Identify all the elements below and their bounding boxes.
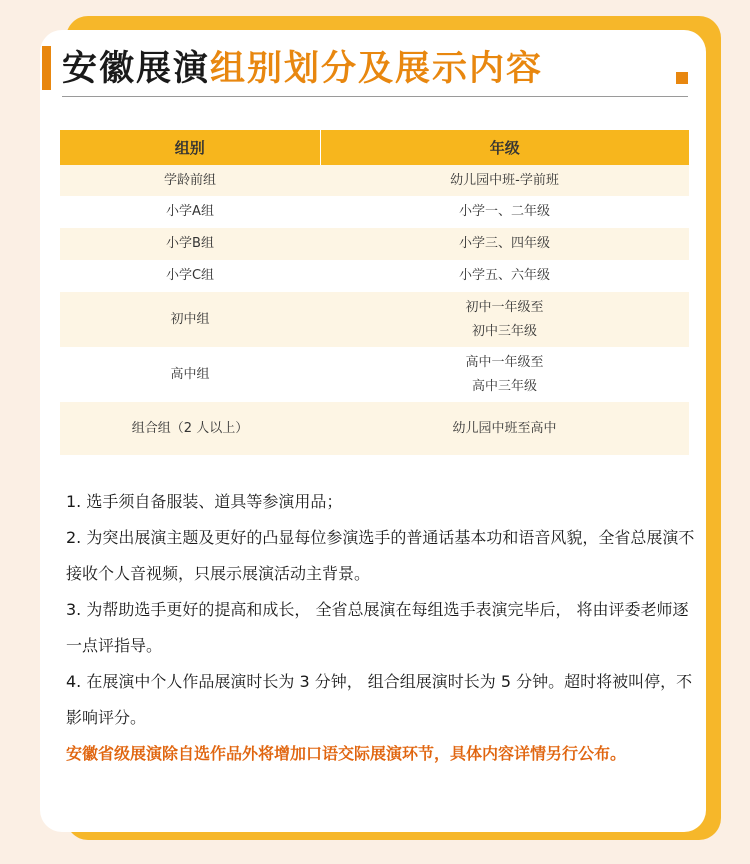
cell-group: 小学B组 — [60, 228, 320, 260]
table-row — [60, 402, 689, 455]
title-accent-bar — [42, 46, 51, 90]
cell-grade — [320, 402, 689, 455]
table-row — [60, 260, 689, 292]
grade-line: 幼儿园中班至高中 — [452, 420, 557, 436]
table-row — [60, 292, 689, 347]
header-group: 组别 — [60, 130, 320, 165]
cell-grade — [320, 260, 689, 292]
header-grade: 年级 — [320, 130, 689, 165]
title-square-mark — [676, 72, 688, 84]
table-row — [60, 196, 689, 228]
title-divider — [62, 96, 688, 97]
note-item: 3. 为帮助选手更好的提高和成长， 全省总展演在每组选手表演完毕后， 将由评委老师逐一点评指导。 — [66, 600, 689, 655]
cell-grade — [320, 292, 689, 347]
cell-grade — [320, 196, 689, 228]
note-item: 1. 选手须自备服装、道具等参演用品； — [66, 492, 343, 511]
cell-group: 高中组 — [60, 347, 320, 402]
grade-line: 高中一年级至 — [465, 354, 544, 370]
table-row — [60, 228, 689, 260]
table-header-row — [60, 130, 689, 165]
cell-grade — [320, 228, 689, 260]
notes-section — [66, 484, 696, 772]
cell-group: 小学A组 — [60, 196, 320, 228]
cell-group: 组合组（2 人以上） — [60, 402, 320, 455]
group-table — [60, 130, 689, 455]
cell-group: 小学C组 — [60, 260, 320, 292]
title-part-black: 安徽展演 — [62, 49, 211, 89]
highlight-note: 安徽省级展演除自选作品外将增加口语交际展演环节，具体内容详情另行公布。 — [66, 744, 627, 763]
grade-line: 高中三年级 — [471, 378, 537, 394]
title-part-orange: 组别划分及展示内容 — [210, 49, 544, 89]
grade-line: 小学五、六年级 — [458, 268, 550, 283]
cell-group: 初中组 — [60, 292, 320, 347]
table-row — [60, 347, 689, 402]
note-item: 4. 在展演中个人作品展演时长为 3 分钟， 组合组展演时长为 5 分钟。超时将被叫停，不影响评分。 — [66, 672, 693, 727]
cell-grade — [320, 347, 689, 402]
grade-line: 小学三、四年级 — [458, 236, 550, 251]
grade-line: 幼儿园中班-学前班 — [450, 172, 559, 188]
content-card — [40, 30, 706, 832]
grade-line: 小学一、二年级 — [458, 204, 550, 219]
cell-grade — [320, 165, 689, 196]
table-row — [60, 165, 689, 196]
grade-line: 初中三年级 — [471, 323, 537, 339]
note-item: 2. 为突出展演主题及更好的凸显每位参演选手的普通话基本功和语音风貌，全省总展演不接收个人音视频，只展示展演活动主背景。 — [66, 528, 695, 583]
page-title — [62, 47, 543, 91]
cell-group: 学龄前组 — [60, 165, 320, 196]
grade-line: 初中一年级至 — [465, 299, 544, 315]
